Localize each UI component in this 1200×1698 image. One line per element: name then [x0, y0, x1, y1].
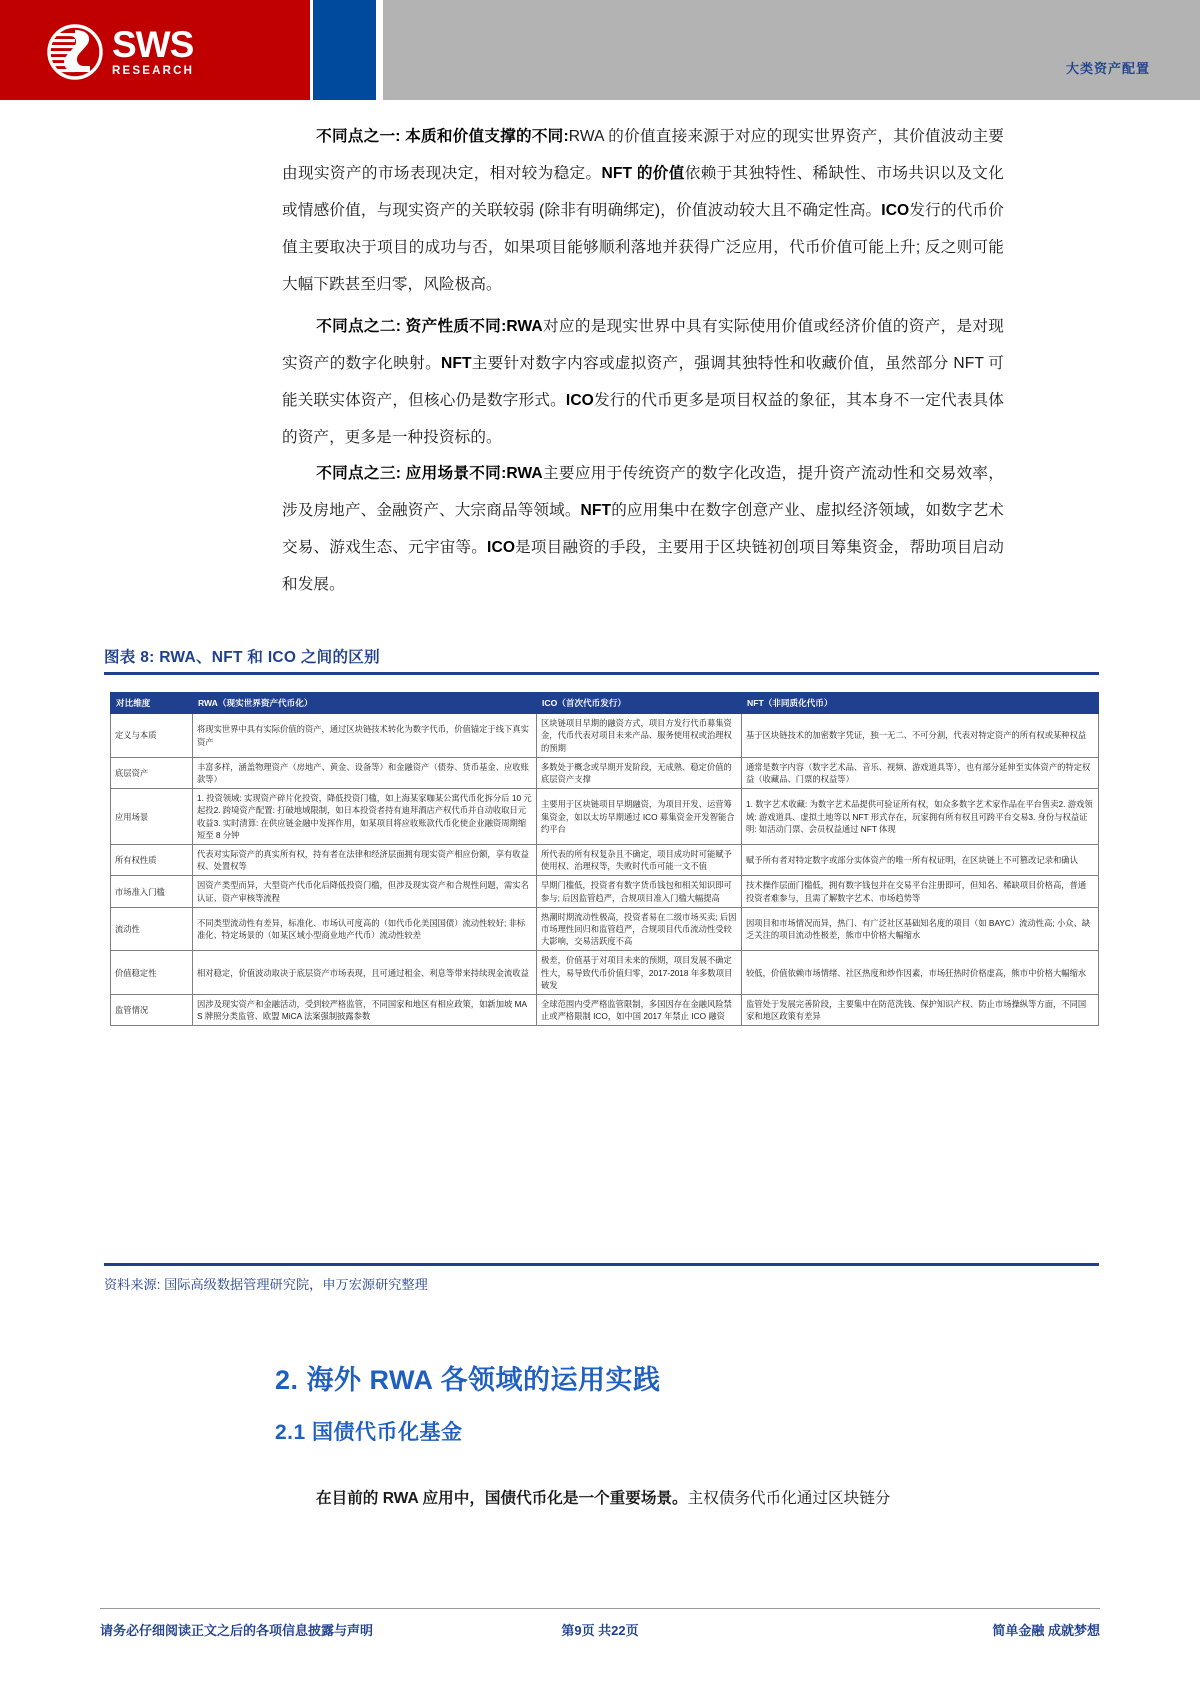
logo-sws-text: SWS [112, 24, 194, 65]
header-category-label: 大类资产配置 [1065, 61, 1150, 76]
cell-rwa: 因资产类型而异，大型资产代币化后降低投资门槛，但涉及现实资产和合规性问题，需实名认证、资产审核等流程 [193, 876, 537, 907]
cell-rwa: 1. 投资领域: 实现资产碎片化投资，降低投资门槛，如上海某家咖某公寓代币化拆分后 10 元起投2. 跨境资产配置: 打破地域限制，如日本投资者持有迪拜酒店产权代币并自动收取日元收益3. 实时清算: 在供应链金融中发挥作用，如某项目将应收账款代币化使企业融资周期缩短至 8 分钟 [193, 789, 537, 845]
para1-bold-nft: NFT 的价值 [601, 165, 685, 182]
para2-bold-ico: ICO [565, 392, 594, 409]
footer-slogan: 简单金融 成就梦想 [992, 1623, 1100, 1638]
footer-divider [100, 1608, 1100, 1609]
table-row [111, 845, 1099, 876]
para3-bold-nft: NFT [580, 502, 612, 519]
para1-text-3: 发行的代币价值主要取决于项目的成功与否，如果项目能够顺利落地并获得广泛应用，代币价值可能上升; 反之则可能大幅下跌甚至归零，风险极高。 [282, 202, 1004, 293]
cell-ico: 全球范围内受严格监管限制，多国因存在金融风险禁止或严格限制 ICO，如中国 2017 年禁止 ICO 融资 [537, 995, 742, 1026]
cell-rwa: 丰富多样，涵盖物理资产（房地产、黄金、设备等）和金融资产（债券、货币基金、应收账款等） [193, 757, 537, 788]
paragraph-difference-2 [282, 308, 1004, 456]
row-dimension: 底层资产 [111, 757, 193, 788]
para2-text-3: 发行的代币更多是项目权益的象征，其本身不一定代表具体的资产，更多是一种投资标的。 [282, 392, 1004, 446]
table-row [111, 714, 1099, 758]
page-footer [0, 1620, 1200, 1660]
section-heading-level1: 2. 海外 RWA 各领域的运用实践 [275, 1365, 661, 1395]
table-bottom-rule [104, 1263, 1099, 1266]
footer-disclaimer: 请务必仔细阅读正文之后的各项信息披露与声明 [100, 1623, 374, 1638]
logo-research-text: RESEARCH [112, 65, 195, 77]
cell-rwa: 不同类型流动性有差异，标准化、市场认可度高的（如代币化美国国债）流动性较好; 非标准化、特定场景的（如某区域小型商业地产代币）流动性较差 [193, 907, 537, 951]
cell-nft: 较低，价值依赖市场情绪、社区热度和炒作因素，市场狂热时价格虚高，熊市中价格大幅缩水 [742, 951, 1099, 995]
row-dimension: 定义与本质 [111, 714, 193, 758]
cell-ico: 区块链项目早期的融资方式，项目方发行代币募集资金，代币代表对项目未来产品、服务使用权或治理权的预期 [537, 714, 742, 758]
table-row [111, 951, 1099, 995]
column-header-nft: NFT（非同质化代币） [742, 693, 1099, 714]
comparison-table [110, 692, 1099, 1026]
para4-bold: 在目前的 RWA 应用中，国债代币化是一个重要场景。 [316, 1490, 688, 1507]
table-row [111, 789, 1099, 845]
cell-ico: 热潮时期流动性极高，投资者易在二级市场买卖; 后因市场理性回归和监管趋严，合规项目代币流动性受较大影响，交易活跃度不高 [537, 907, 742, 951]
row-dimension: 价值稳定性 [111, 951, 193, 995]
para2-bold-nft: NFT [440, 355, 472, 372]
sws-research-logo [46, 24, 286, 82]
para3-text-3: 是项目融资的手段，主要用于区块链初创项目筹集资金，帮助项目启动和发展。 [282, 539, 1004, 593]
cell-nft: 因项目和市场情况而异，热门、有广泛社区基础知名度的项目（如 BAYC）流动性高; 小众、缺乏关注的项目流动性极差，熊市中价格大幅缩水 [742, 907, 1099, 951]
para1-bold-ico: ICO [881, 202, 910, 219]
cell-nft: 赋予所有者对特定数字或部分实体资产的唯一所有权证明，在区块链上不可篡改记录和确认 [742, 845, 1099, 876]
para3-text-1: 主要应用于传统资产的数字化改造，提升资产流动性和交易效率，涉及房地产、金融资产、大宗商品等领域。 [282, 465, 1005, 519]
sws-circle-icon [46, 24, 104, 80]
cell-nft: 通常是数字内容（数字艺术品、音乐、视频、游戏道具等），也有部分延伸至实体资产的特定权益（收藏品、门票的权益等） [742, 757, 1099, 788]
para3-text-2: 的应用集中在数字创意产业、虚拟经济领域，如数字艺术交易、游戏生态、元宇宙等。 [282, 502, 1004, 556]
table-body [111, 714, 1099, 1026]
exhibit-title-underline [104, 672, 1099, 675]
row-dimension: 市场准入门槛 [111, 876, 193, 907]
cell-rwa: 将现实世界中具有实际价值的资产，通过区块链技术转化为数字代币，价值锚定于线下真实资产 [193, 714, 537, 758]
para2-bold-rwa: RWA [506, 318, 543, 335]
table-row [111, 907, 1099, 951]
section-heading-level2: 2.1 国债代币化基金 [275, 1421, 463, 1444]
para1-text-1: RWA 的价值直接来源于对应的现实世界资产，其价值波动主要由现实资产的市场表现决定，相对较为稳定。 [282, 128, 1004, 182]
para2-text-2: 主要针对数字内容或虚拟资产，强调其独特性和收藏价值，虽然部分 NFT 可能关联实体资产，但核心仍是数字形式。 [282, 355, 1004, 409]
cell-ico: 早期门槛低，投资者有数字货币钱包和相关知识即可参与; 后因监管趋严，合规项目准入门槛大幅提高 [537, 876, 742, 907]
paragraph-difference-1 [282, 118, 1004, 303]
column-header-rwa: RWA（现实世界资产代币化） [193, 693, 537, 714]
row-dimension: 监管情况 [111, 995, 193, 1026]
paragraph-difference-3 [282, 455, 1004, 603]
page-header [0, 0, 1200, 100]
cell-rwa: 相对稳定，价值波动取决于底层资产市场表现，且可通过租金、利息等带来持续现金流收益 [193, 951, 537, 995]
table-row [111, 995, 1099, 1026]
table-row [111, 757, 1099, 788]
footer-page-number: 第9页 共22页 [561, 1623, 639, 1638]
para3-bold-rwa: RWA [506, 465, 543, 482]
table-header-row [111, 693, 1099, 714]
cell-nft: 基于区块链技术的加密数字凭证，独一无二、不可分割，代表对特定资产的所有权或某种权益 [742, 714, 1099, 758]
exhibit-title: 图表 8: RWA、NFT 和 ICO 之间的区别 [104, 649, 380, 666]
row-dimension: 应用场景 [111, 789, 193, 845]
cell-ico: 所代表的所有权复杂且不确定，项目成功时可能赋予使用权、治理权等，失败时代币可能一文不值 [537, 845, 742, 876]
cell-ico: 多数处于概念或早期开发阶段，无成熟、稳定价值的底层资产支撑 [537, 757, 742, 788]
para4-text: 主权债务代币化通过区块链分 [687, 1490, 891, 1507]
logo-wordmark [112, 26, 194, 78]
cell-rwa: 代表对实际资产的真实所有权，持有者在法律和经济层面拥有现实资产相应份额，享有收益权、处置权等 [193, 845, 537, 876]
column-header-ico: ICO（首次代币发行） [537, 693, 742, 714]
para1-lead: 不同点之一: 本质和价值支撑的不同: [316, 128, 569, 145]
row-dimension: 所有权性质 [111, 845, 193, 876]
para3-bold-ico: ICO [487, 539, 516, 556]
table-row [111, 876, 1099, 907]
cell-nft: 监管处于发展完善阶段，主要集中在防范洗钱、保护知识产权、防止市场操纵等方面，不同国家和地区政策有差异 [742, 995, 1099, 1026]
para3-lead: 不同点之三: 应用场景不同: [316, 465, 507, 482]
header-blue-block [313, 0, 376, 100]
cell-nft: 1. 数字艺术收藏: 为数字艺术品提供可验证所有权，如众多数字艺术家作品在平台售卖2. 游戏领域: 游戏道具、虚拟土地等以 NFT 形式存在，玩家拥有所有权且可跨平台交易3. 身份与权益证明: 如活动门票、会员权益通过 NFT 体现 [742, 789, 1099, 845]
para2-lead: 不同点之二: 资产性质不同: [316, 318, 507, 335]
para2-text-1: 对应的是现实世界中具有实际使用价值或经济价值的资产，是对现实资产的数字化映射。 [282, 318, 1005, 372]
cell-ico: 极差，价值基于对项目未来的预期，项目发展不确定性大，易导致代币价值归零，2017-2018 年多数项目破发 [537, 951, 742, 995]
cell-ico: 主要用于区块链项目早期融资，为项目开发、运营筹集资金，如以太坊早期通过 ICO 募集资金开发智能合约平台 [537, 789, 742, 845]
para1-text-2: 依赖于其独特性、稀缺性、市场共识以及文化或情感价值，与现实资产的关联较弱 (除非有明确绑定)，价值波动较大且不确定性高。 [282, 165, 1004, 219]
table-header [111, 693, 1099, 714]
header-grey-block [383, 0, 1200, 100]
exhibit-source: 资料来源: 国际高级数据管理研究院，申万宏源研究整理 [104, 1277, 428, 1292]
column-header-dimension: 对比维度 [111, 693, 193, 714]
paragraph-section-intro [282, 1480, 1004, 1517]
row-dimension: 流动性 [111, 907, 193, 951]
cell-rwa: 因涉及现实资产和金融活动，受到较严格监管，不同国家和地区有相应政策，如新加坡 MAS 牌照分类监管、欧盟 MiCA 法案强制披露参数 [193, 995, 537, 1026]
cell-nft: 技术操作层面门槛低，拥有数字钱包并在交易平台注册即可，但知名、稀缺项目价格高，普通投资者难参与，且需了解数字艺术、市场趋势等 [742, 876, 1099, 907]
